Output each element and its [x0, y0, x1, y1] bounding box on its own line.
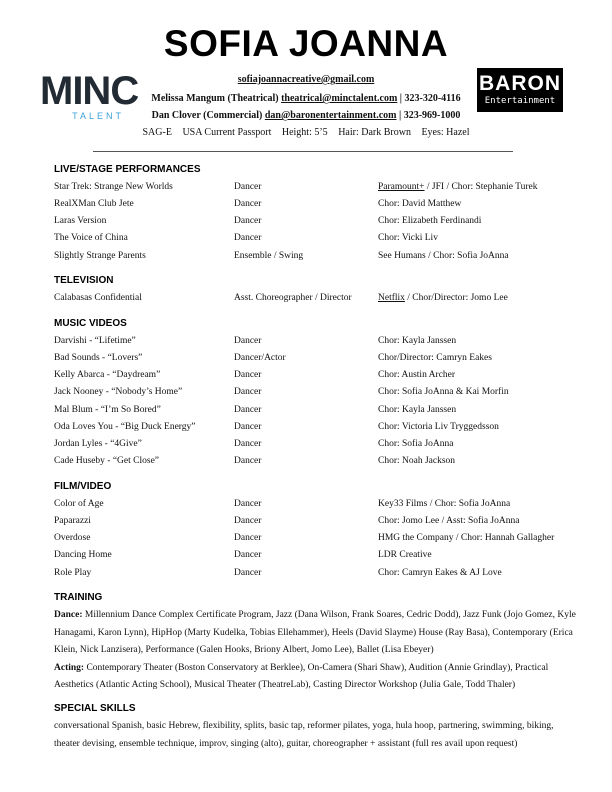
credit-role: Dancer [234, 370, 262, 380]
credit-row [0, 232, 612, 245]
paramount-link[interactable]: Paramount+ [378, 182, 425, 192]
credit-title: Cade Huseby - “Get Close” [54, 456, 159, 466]
credit-title: Overdose [54, 533, 91, 543]
credit-row [0, 498, 612, 511]
stats-line [0, 127, 612, 139]
credit-title: Role Play [54, 568, 92, 578]
credit-row [0, 455, 612, 468]
credit-company: Chor: Elizabeth Ferdinandi [378, 216, 482, 226]
credit-role: Dancer [234, 233, 262, 243]
credit-row [0, 515, 612, 528]
credit-company: Chor/Director: Camryn Eakes [378, 353, 492, 363]
credit-company: Chor: Jomo Lee / Asst: Sofia JoAnna [378, 516, 520, 526]
credit-company: Chor: Camryn Eakes & AJ Love [378, 568, 502, 578]
section-heading-film-video: FILM/VIDEO [54, 481, 112, 492]
credit-title: Mal Blum - “I’m So Bored” [54, 405, 161, 415]
credit-role: Dancer [234, 499, 262, 509]
credit-row [0, 532, 612, 545]
credit-company: Key33 Films / Chor: Sofia JoAnna [378, 499, 511, 509]
special-skills-paragraph: conversational Spanish, basic Hebrew, flexibility, splits, basic tap, reformer pilates, yoga, hula hoop, partnering, swimming, biking, theater devising, ensemble technique, improv, singing (alto), guitar, choreographer + assistant (full res avail upon request) [54, 721, 554, 749]
credit-title: Paparazzi [54, 516, 91, 526]
training-paragraph [54, 607, 576, 695]
credit-role: Dancer/Actor [234, 353, 286, 363]
credit-row [0, 181, 612, 194]
personal-email-link[interactable]: sofiajoannacreative@gmail.com [237, 74, 375, 85]
acting-training-label: Acting: [54, 662, 85, 673]
credit-role: Dancer [234, 422, 262, 432]
credit-company: Chor: Kayla Janssen [378, 405, 457, 415]
commercial-agent-phone: 323-969-1000 [403, 110, 461, 121]
credit-role: Dancer [234, 199, 262, 209]
credit-row [0, 549, 612, 562]
acting-training-text: Contemporary Theater (Boston Conservatory at Berklee), On-Camera (Shari Shaw), Audition (Annie Grindlay), Practical Aesthetics (Atlantic Acting School), Musical Theater (TheatreLab), Casting Director Workshop (Julia Gale, Todd Thaler) [54, 662, 549, 690]
header-divider [93, 151, 513, 152]
baron-logo-word: BARON [479, 72, 561, 95]
commercial-agent-line [0, 110, 612, 122]
contact-email-line [0, 74, 612, 86]
credit-title: Darvishi - “Lifetime” [54, 336, 136, 346]
credit-title: Kelly Abarca - “Daydream” [54, 370, 161, 380]
credit-title: Slightly Strange Parents [54, 251, 146, 261]
credit-row [0, 292, 612, 305]
minc-logo-subtitle: TALENT [72, 111, 124, 121]
section-heading-special-skills: SPECIAL SKILLS [54, 703, 136, 714]
credit-company [378, 292, 508, 305]
theatrical-agent-line [0, 93, 612, 105]
credit-role: Asst. Choreographer / Director [234, 293, 352, 303]
credit-title: Jack Nooney - “Nobody’s Home” [54, 387, 183, 397]
section-heading-music-videos: MUSIC VIDEOS [54, 318, 127, 329]
credit-title: Laras Version [54, 216, 107, 226]
credit-title: RealXMan Club Jete [54, 199, 134, 209]
credit-role: Dancer [234, 405, 262, 415]
credit-company: See Humans / Chor: Sofia JoAnna [378, 251, 509, 261]
credit-row [0, 404, 612, 417]
eye-color: Eyes: Hazel [421, 127, 470, 138]
section-heading-television: TELEVISION [54, 275, 114, 286]
credit-title: Jordan Lyles - “4Give” [54, 439, 142, 449]
credit-role: Dancer [234, 550, 262, 560]
credit-role: Dancer [234, 568, 262, 578]
dance-training-label: Dance: [54, 610, 83, 620]
credit-title: Color of Age [54, 499, 104, 509]
section-heading-live-stage: LIVE/STAGE PERFORMANCES [54, 164, 201, 175]
separator: | [398, 110, 402, 121]
resume-name: SOFIA JOANNA [163, 23, 449, 64]
credit-company: Chor: Sofia JoAnna [378, 439, 454, 449]
credit-row [0, 215, 612, 228]
credit-role: Dancer [234, 456, 262, 466]
credit-role: Dancer [234, 516, 262, 526]
credit-row [0, 335, 612, 348]
credit-company [378, 181, 537, 194]
credit-role: Dancer [234, 216, 262, 226]
credit-role: Dancer [234, 387, 262, 397]
height: Height: 5’5 [281, 127, 328, 138]
credit-company: Chor: Vicki Liv [378, 233, 438, 243]
netflix-link[interactable]: Netflix [378, 293, 405, 303]
theatrical-agent-name: Melissa Mangum (Theatrical) [151, 93, 279, 104]
credit-company: HMG the Company / Chor: Hannah Gallagher [378, 533, 555, 543]
credit-company: Chor: Kayla Janssen [378, 336, 457, 346]
commercial-agent-name: Dan Clover (Commercial) [151, 110, 263, 121]
credit-row [0, 386, 612, 399]
credit-row [0, 198, 612, 211]
credit-role: Dancer [234, 533, 262, 543]
credit-title: Dancing Home [54, 550, 112, 560]
credit-company: Chor: Noah Jackson [378, 456, 456, 466]
credit-row [0, 438, 612, 451]
hair-color: Hair: Dark Brown [338, 127, 411, 138]
credit-title: Bad Sounds - “Lovers” [54, 353, 143, 363]
credit-row [0, 369, 612, 382]
credit-row [0, 250, 612, 263]
credit-role: Dancer [234, 439, 262, 449]
credit-title: The Voice of China [54, 233, 128, 243]
credit-row [0, 421, 612, 434]
credit-role: Ensemble / Swing [234, 251, 304, 261]
credit-row [0, 352, 612, 365]
credit-company: Chor: Austin Archer [378, 370, 456, 380]
passport-status: USA Current Passport [182, 127, 272, 138]
credit-company: Chor: Sofia JoAnna & Kai Morfin [378, 387, 509, 397]
baron-logo-subtitle: Entertainment [484, 96, 556, 106]
credit-company: Chor: David Matthew [378, 199, 462, 209]
theatrical-agent-email-link[interactable]: theatrical@minctalent.com [281, 93, 398, 104]
credit-company-text: / Chor/Director: Jomo Lee [404, 293, 508, 303]
minc-logo-word: MINC [40, 69, 139, 113]
credit-title: Star Trek: Strange New Worlds [54, 182, 173, 192]
dance-training-text: Millennium Dance Complex Certificate Program, Jazz (Dana Wilson, Frank Soares, Cedric Dodd), Jazz Funk (Jojo Gomez, Kyle Hanagami, Karon Lynn), HipHop (Marty Kudelka, Tobias Ellehammer), Heels (David Slayme) House (Ray Basa), Contemporary (Erica Klein, Nick Lanzisera), Performance (Galen Hooks, Briony Albert, Jomo Lee), Ballet (Lisa Ebeyer) [54, 610, 576, 655]
union-status: SAG-E [142, 127, 172, 138]
credit-role: Dancer [234, 182, 262, 192]
credit-row [0, 567, 612, 580]
separator: | [399, 93, 402, 104]
theatrical-agent-phone: 323-320-4116 [404, 93, 461, 104]
credit-company-text: / JFI / Chor: Stephanie Turek [424, 182, 538, 192]
credit-company: LDR Creative [378, 550, 432, 560]
credit-title: Oda Loves You - “Big Duck Energy” [54, 422, 196, 432]
credit-title: Calabasas Confidential [54, 293, 142, 303]
section-heading-training: TRAINING [54, 592, 103, 603]
credit-company: Chor: Victoria Liv Tryggedsson [378, 422, 499, 432]
credit-role: Dancer [234, 336, 262, 346]
commercial-agent-email-link[interactable]: dan@baronentertainment.com [264, 110, 397, 121]
